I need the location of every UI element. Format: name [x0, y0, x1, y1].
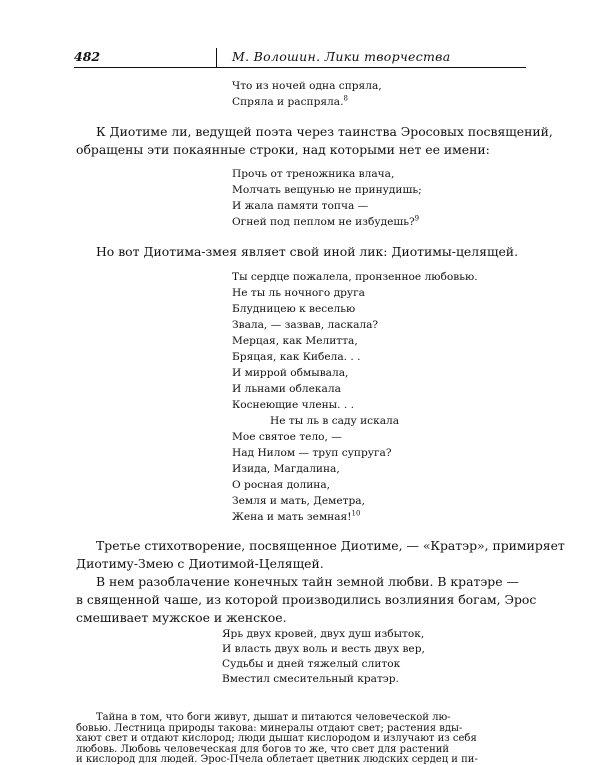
verse-line: И власть двух воль и весть двух вер, [222, 643, 425, 655]
verse-line: Ты сердце пожалела, пронзенное любовью. [232, 271, 478, 283]
verse-line: Блудницею к веселью [232, 303, 356, 315]
page-number: 482 [74, 49, 101, 64]
verse-line: Над Нилом — труп супруга? [232, 447, 392, 459]
footnote-ref: 9 [414, 214, 420, 223]
verse-line: Жена и мать земная!$^{10}$ [232, 509, 361, 523]
paragraph-line: и кислород для людей. Эрос-Пчела облетает цветник людских сердец и пи- [76, 754, 478, 765]
page-header [74, 48, 526, 68]
verse-line: Мерцая, как Мелитта, [232, 335, 358, 347]
verse-line: О росная долина, [232, 479, 331, 491]
paragraph-line: обращены эти покаянные строки, над которыми нет ее имени: [76, 142, 490, 157]
verse-line: Мое святое тело, — [232, 431, 342, 443]
verse-line: Звала, — зазвав, ласкала? [232, 319, 379, 331]
verse-line: Бряцая, как Кибела. . . [232, 351, 361, 363]
paragraph-line: хают свет и отдают кислород; люди дышат кислородом и излучают из себя [76, 733, 477, 744]
verse-line: И жала памяти топча — [232, 200, 369, 212]
paragraph-line: К Диотиме ли, ведущей поэта через таинства Эросовых посвящений, [96, 124, 553, 139]
paragraph-line: Тайна в том, что боги живут, дышат и питаются человеческой лю- [96, 712, 451, 723]
paragraph-line: бовью. Лестница природы такова: минералы отдают свет; растения вды- [76, 722, 463, 734]
paragraph-line: любовь. Любовь человеческая для богов то же, что свет для растений [76, 743, 450, 755]
running-title: М. Волошин. Лики творчества [232, 49, 451, 64]
verse-line: Ярь двух кровей, двух душ избыток, [222, 628, 425, 640]
verse-line: Спряла и распряла.$^8$ [232, 94, 348, 108]
verse-line: Не ты ль в саду искала [270, 415, 400, 427]
verse-line: Земля и мать, Деметра, [232, 495, 365, 507]
paragraph-line: В нем разоблачение конечных тайн земной любви. В кратэре — [96, 574, 519, 589]
paragraph-line: смешивает мужское и женское. [76, 610, 287, 625]
verse-line: Судьбы и дней тяжелый слиток [222, 658, 401, 670]
verse-line: Молчать вещунью не принудишь; [232, 184, 422, 196]
header-rule [74, 67, 526, 68]
verse-line: Прочь от треножника влача, [232, 168, 395, 180]
verse-line: Вместил смесительный кратэр. [222, 673, 399, 685]
verse-line: Что из ночей одна спряла, [232, 80, 382, 92]
verse-line: Огней под пеплом не избудешь?$^9$ [232, 214, 420, 228]
paragraph-line: Но вот Диотима-змея являет свой иной лик: Диотимы-целящей. [96, 244, 519, 259]
footnote-ref: 10 [351, 509, 361, 518]
paragraph-line: Третье стихотворение, посвященное Диотиме, — «Кратэр», примиряет [96, 538, 565, 553]
verse-line: Изида, Магдалина, [232, 463, 340, 475]
footnote-ref: 8 [343, 94, 348, 103]
header-divider [216, 48, 217, 67]
verse-line: Коснеющие члены. . . [232, 399, 354, 411]
verse-line: И миррой обмывала, [232, 367, 349, 379]
paragraph-line: в священной чаше, из которой производились возлияния богам, Эрос [76, 592, 537, 607]
verse-line: И льнами облекала [232, 383, 341, 395]
verse-line: Не ты ль ночного друга [232, 287, 365, 299]
paragraph-line: Диотиму-Змею с Диотимой-Целящей. [76, 556, 324, 571]
